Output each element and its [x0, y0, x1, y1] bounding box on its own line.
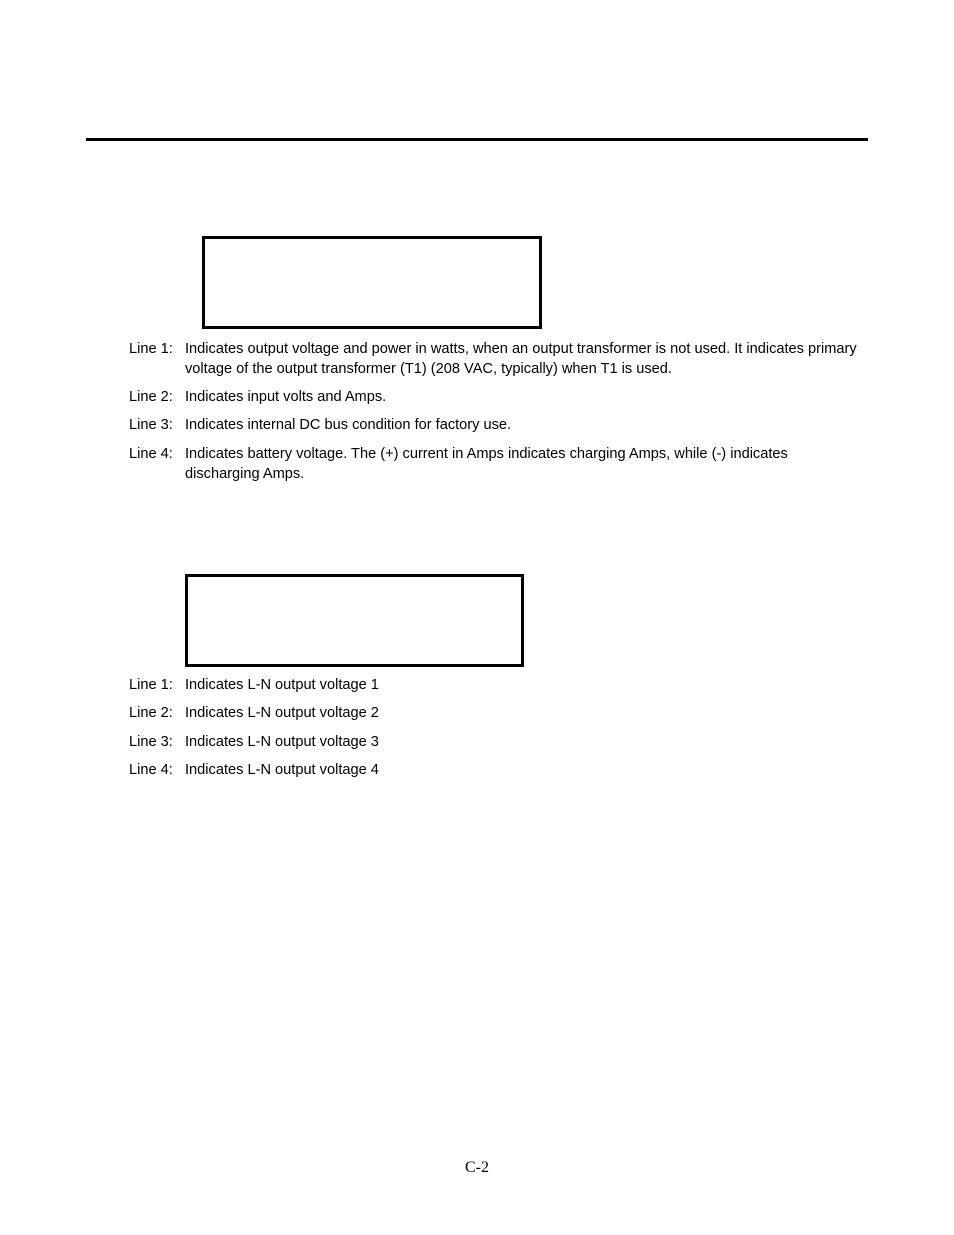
section1-line-4	[129, 444, 859, 484]
line-description: Indicates internal DC bus condition for factory use.	[185, 417, 512, 433]
line-description: Indicates battery voltage. The (+) current in Amps indicates charging Amps, while (-) indicates discharging Amps.	[185, 446, 788, 482]
section1-line-2	[129, 387, 859, 407]
line-description: Indicates output voltage and power in watts, when an output transformer is not used. It indicates primary voltage of the output transformer (T1) (208 VAC, typically) when T1 is used.	[185, 341, 857, 377]
line-description: Indicates L-N output voltage 3	[185, 734, 379, 750]
section2-line-3	[129, 732, 859, 752]
line-label: Line 4:	[129, 446, 173, 462]
line-label: Line 2:	[129, 705, 173, 721]
line-description: Indicates L-N output voltage 2	[185, 705, 379, 721]
section2-line-2	[129, 703, 859, 723]
line-label: Line 1:	[129, 341, 173, 357]
page-number: C-2	[465, 1159, 489, 1176]
line-description: Indicates L-N output voltage 1	[185, 677, 379, 693]
line-description: Indicates L-N output voltage 4	[185, 762, 379, 778]
line-description: Indicates input volts and Amps.	[185, 389, 387, 405]
line-label: Line 2:	[129, 389, 173, 405]
line-label: Line 4:	[129, 762, 173, 778]
line-label: Line 1:	[129, 677, 173, 693]
lcd-display-box-1	[202, 236, 542, 329]
lcd-display-box-2	[185, 574, 524, 667]
line-label: Line 3:	[129, 734, 173, 750]
section1-line-3	[129, 415, 859, 435]
section2-line-1	[129, 675, 859, 695]
header-rule	[86, 138, 868, 141]
line-label: Line 3:	[129, 417, 173, 433]
section1-line-1	[129, 339, 859, 379]
section2-line-4	[129, 760, 859, 780]
